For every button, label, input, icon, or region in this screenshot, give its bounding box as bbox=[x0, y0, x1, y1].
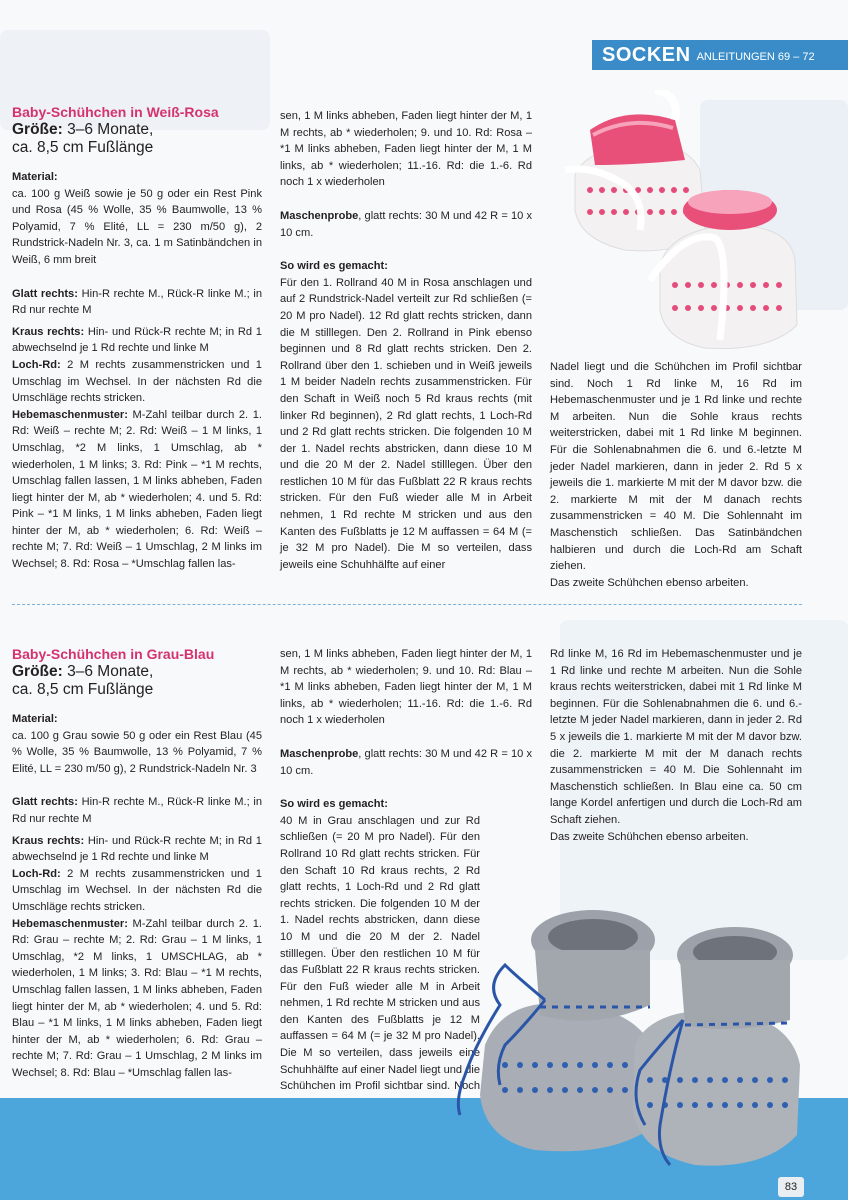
section-divider bbox=[12, 604, 802, 605]
section1-probe-label: Maschenprobe bbox=[280, 209, 359, 222]
section2-loch-label: Loch-Rd: bbox=[12, 867, 61, 880]
section2-column3 bbox=[550, 646, 802, 850]
section2-glatt-text: Hin-R rechte M., Rück-R linke M.; in Rd nur rechte M bbox=[12, 796, 263, 825]
section1-glatt-label: Glatt rechts: bbox=[12, 287, 78, 300]
section1-material-label: Material: bbox=[12, 171, 58, 183]
section2-how-text: 40 M in Grau anschlagen und zur Rd schließen (= 20 M pro Nadel). Für den Rollrand 10 Rd glatt rechts stricken. Für den Schaft 10 Rd kraus rechts, 2 Rd glatt rechts, 1 Loch-Rd und 2 Rd glatt rechts stricken. Die folgenden 10 M der 1. Nadel rechts abstricken, dann diese 10 M und die 20 M der 2. Nadel stilllegen. Über den restlichen 10 M für das Fußblatt 22 R kraus rechts stricken. Für den Fuß wieder alle M in Arbeit nehmen, 1 Rd rechte M stricken und aus den Kanten des Fußblatts je 12 M auffassen = 64 M (= je 32 M pro Nadel). Die M so verteilen, dass jeweils eine Schuhhälfte auf einer Nadel liegt und die Schühchen im Profil sichtbar sind. Noch bbox=[280, 814, 480, 1093]
section1-kraus-text: Hin- und Rück-R rechte M; in Rd 1 abwechselnd je 1 Rd rechte und linke M bbox=[12, 325, 262, 355]
section2-heb-label: Hebemaschenmuster: bbox=[12, 917, 128, 930]
section1-col3-text: Nadel liegt und die Schühchen im Profil sichtbar sind. Noch 1 Rd linke M, 16 Rd im Hebemaschenmuster und je 1 Rd linke und rechte M arbeiten. Nun die Sohle kraus rechts weiterstricken, dabei mit 1 Rd linke M beginnen. Für die Sohlenabnahmen die 6. und 6.-letzte M jeder Nadel markieren, dann in jeder 2. Rd 5 x jeweils die 1. markierte M mit der M davor bzw. die 2. markierte M mit der M danach rechts zusammenstricken = 40 M. Die Sohlennaht im Maschenstich schließen. Das Satinbändchen halbieren und durch die Loch-Rd am Schaft ziehen. bbox=[550, 361, 802, 573]
section1-loch bbox=[12, 357, 262, 407]
section2-glatt bbox=[12, 794, 262, 827]
section1-heb-text: M-Zahl teilbar durch 2. 1. Rd: Weiß – rechte M; 2. Rd: Weiß – 1 M links, 1 Umschlag, *2 M links, 1 Umschlag, ab * wiederholen, 1 M links; 3. Rd: Pink – *1 M rechts, Umschlag fallen lassen, 1 M links abheben, Faden liegt hinter der M, ab * wiederholen; 4. und 5. Rd: Pink – *1 M links, 1 M links abheben, Faden liegt hinter der M, ab * wiederholen; 6. Rd: Weiß – rechte M; 7. Rd: Weiß – 1 Umschlag, 2 M links im Wechsel; 8. Rd: Rosa – *Umschlag fallen las- bbox=[12, 408, 262, 571]
section1-column1 bbox=[12, 104, 262, 573]
section1-column3 bbox=[550, 359, 802, 596]
section1-heb bbox=[12, 407, 262, 573]
section2-col3-text: Rd linke M, 16 Rd im Hebemaschenmuster und je 1 Rd linke und rechte M arbeiten. Nun die Sohle kraus rechts weiterstricken, dabei mit 1 Rd linke M beginnen. Für die Sohlenabnahmen die 6. und 6.-letzte M jeder Nadel markieren, dann in jeder 2. Rd 5 x jeweils die 1. markierte M mit der M davor bzw. die 2. markierte M mit der M danach rechts zusammenstricken = 40 M. Die Sohlennaht im Maschenstich schließen. In Blau eine ca. 50 cm lange Kordel anfertigen und durch die Loch-Rd am Schaft ziehen. bbox=[550, 648, 802, 826]
section2-column1 bbox=[12, 646, 262, 1081]
section1-length: ca. 8,5 cm Fußlänge bbox=[12, 139, 154, 156]
section2-loch-text: 2 M rechts zusammenstricken und 1 Umschlag im Wechsel. In der nächsten Rd die Umschläge rechts stricken. bbox=[12, 867, 262, 913]
section2-probe-label: Maschenprobe bbox=[280, 747, 359, 760]
section1-glatt-text: Hin-R rechte M., Rück-R linke M.; in Rd nur rechte M bbox=[12, 287, 263, 317]
photo-blue-booties bbox=[445, 895, 805, 1175]
section1-heb-label: Hebemaschenmuster: bbox=[12, 408, 128, 421]
section2-size bbox=[12, 663, 262, 681]
photo-pink-booties bbox=[555, 90, 805, 360]
section2-title: Baby-Schühchen in Grau-Blau bbox=[12, 646, 215, 662]
section2-kraus-text: Hin- und Rück-R rechte M; in Rd 1 abwechselnd je 1 Rd rechte und linke M bbox=[12, 834, 262, 864]
section2-size-label: Größe: bbox=[12, 663, 63, 680]
section1-probe-text: , glatt rechts: 30 M und 42 R = 10 x 10 cm. bbox=[280, 209, 532, 239]
section2-probe-text: , glatt rechts: 30 M und 42 R = 10 x 10 cm. bbox=[280, 747, 532, 777]
bootie-right bbox=[633, 927, 800, 1166]
section1-probe bbox=[280, 208, 532, 241]
section2-kraus bbox=[12, 833, 262, 866]
section1-column2 bbox=[280, 108, 532, 578]
section2-length: ca. 8,5 cm Fußlänge bbox=[12, 681, 154, 698]
section2-probe bbox=[280, 746, 532, 779]
section2-size-value: 3–6 Monate, bbox=[67, 663, 154, 680]
section1-title: Baby-Schühchen in Weiß-Rosa bbox=[12, 104, 219, 120]
section2-kraus-label: Kraus rechts: bbox=[12, 834, 85, 847]
page-number: 83 bbox=[778, 1177, 804, 1197]
section1-loch-text: 2 M rechts zusammenstricken und 1 Umschlag im Wechsel. In der nächsten Rd die Umschläge rechts stricken. bbox=[12, 358, 262, 405]
section1-how-text: Für den 1. Rollrand 40 M in Rosa anschlagen und auf 2 Rundstrick-Nadel verteilt zur Rd schließen (= 20 M pro Nadel). 12 Rd glatt rechts stricken, dann die M stilllegen. Den 2. Rollrand in Pink ebenso beginnen und 8 Rd glatt rechts stricken. Den 2. Rollrand über den 1. schieben und in Weiß jeweils 1 M beider Nadeln rechts zusammenstricken. Für den Schaft in Weiß noch 5 Rd kraus rechts (mit linker Rd beginnen), 2 Rd glatt rechts, 1 Loch-Rd und 2 Rd glatt rechts stricken. Die folgenden 10 M der 1. Nadel rechts abstricken, dann diese 10 M und die 20 M der 2. Nadel stilllegen. Über den restlichen 10 M für das Fußblatt 22 R kraus rechts stricken. Für den Fuß wieder alle M in Arbeit nehmen, 1 Rd rechte M stricken und aus den Kanten des Fußblatts je 12 M auffassen = 64 M (= je 32 M pro Nadel). Die M so verteilen, dass jeweils eine Schuhhälfte auf einer bbox=[280, 276, 532, 571]
bootie-back bbox=[565, 90, 705, 251]
section-header bbox=[592, 40, 848, 70]
section1-glatt bbox=[12, 286, 262, 319]
section2-heb bbox=[12, 916, 262, 1082]
section1-loch-label: Loch-Rd: bbox=[12, 358, 61, 371]
section1-size bbox=[12, 121, 262, 139]
section1-col3-end: Das zweite Schühchen ebenso arbeiten. bbox=[550, 576, 749, 589]
section2-how-label: So wird es gemacht: bbox=[280, 798, 388, 811]
section1-kraus bbox=[12, 324, 262, 357]
section1-size-value: 3–6 Monate, bbox=[67, 121, 154, 138]
section1-col2-text: sen, 1 M links abheben, Faden liegt hinter der M, 1 M rechts, ab * wiederholen; 9. und 10. Rd: Rosa – *1 M links abheben, Faden liegt hinter der M, 1 M links, ab * wiederholen; 11.-16. Rd: die 1.-6. Rd noch 1 x wiederholen bbox=[280, 110, 532, 189]
section2-heb-text: M-Zahl teilbar durch 2. 1. Rd: Grau – rechte M; 2. Rd: Grau – 1 M links, 1 Umschlag, *2 M links, 1 UMSCHLAG, ab * wiederholen, 1 M links; 3. Rd: Blau – *1 M rechts, Umschlag fallen lassen, 1 M links abheben, Faden liegt hinter der M, ab * wiederholen; 4. und 5. Rd: Blau – *1 M links, 1 M links abheben, Faden liegt hinter der M, ab * wiederholen; 6. Rd: Grau – rechte M; 7. Rd: Grau – 1 Umschlag, 2 M links im Wechsel; 8. Rd: Blau – *Umschlag fallen las- bbox=[12, 917, 262, 1079]
section1-size-label: Größe: bbox=[12, 121, 63, 138]
header-subtitle: ANLEITUNGEN 69 – 72 bbox=[696, 51, 815, 63]
header-category: SOCKEN bbox=[602, 43, 691, 66]
section2-material-text: ca. 100 g Grau sowie 50 g oder ein Rest Blau (45 % Wolle, 35 % Baumwolle, 13 % Polyamid, 7 % Elité, LL = 230 m/50 g), 2 Rundstrick-Nadeln Nr. 3 bbox=[12, 729, 262, 775]
section2-col3-end: Das zweite Schühchen ebenso arbeiten. bbox=[550, 830, 749, 843]
section1-how-label: So wird es gemacht: bbox=[280, 260, 388, 273]
section2-col2-text: sen, 1 M links abheben, Faden liegt hinter der M, 1 M rechts, ab * wiederholen; 9. und 10. Rd: Blau – *1 M links abheben, Faden liegt hinter der M, 1 M links, ab * wiederholen; 11.-16. Rd: die 1.-6. Rd noch 1 x wiederholen bbox=[280, 648, 532, 727]
section1-material-text: ca. 100 g Weiß sowie je 50 g oder ein Rest Pink und Rosa (45 % Wolle, 35 % Baumwolle, 13 % Polyamid, 7 % Elité, LL = 230 m/50 g), 2 Rundstrick-Nadeln Nr. 3, ca. 1 m Satinbändchen in Weiß, 6 mm breit bbox=[12, 187, 262, 266]
section2-glatt-label: Glatt rechts: bbox=[12, 796, 78, 809]
section2-loch bbox=[12, 866, 262, 916]
section2-material-label: Material: bbox=[12, 713, 58, 725]
bootie-left bbox=[458, 910, 660, 1151]
section1-kraus-label: Kraus rechts: bbox=[12, 325, 85, 338]
